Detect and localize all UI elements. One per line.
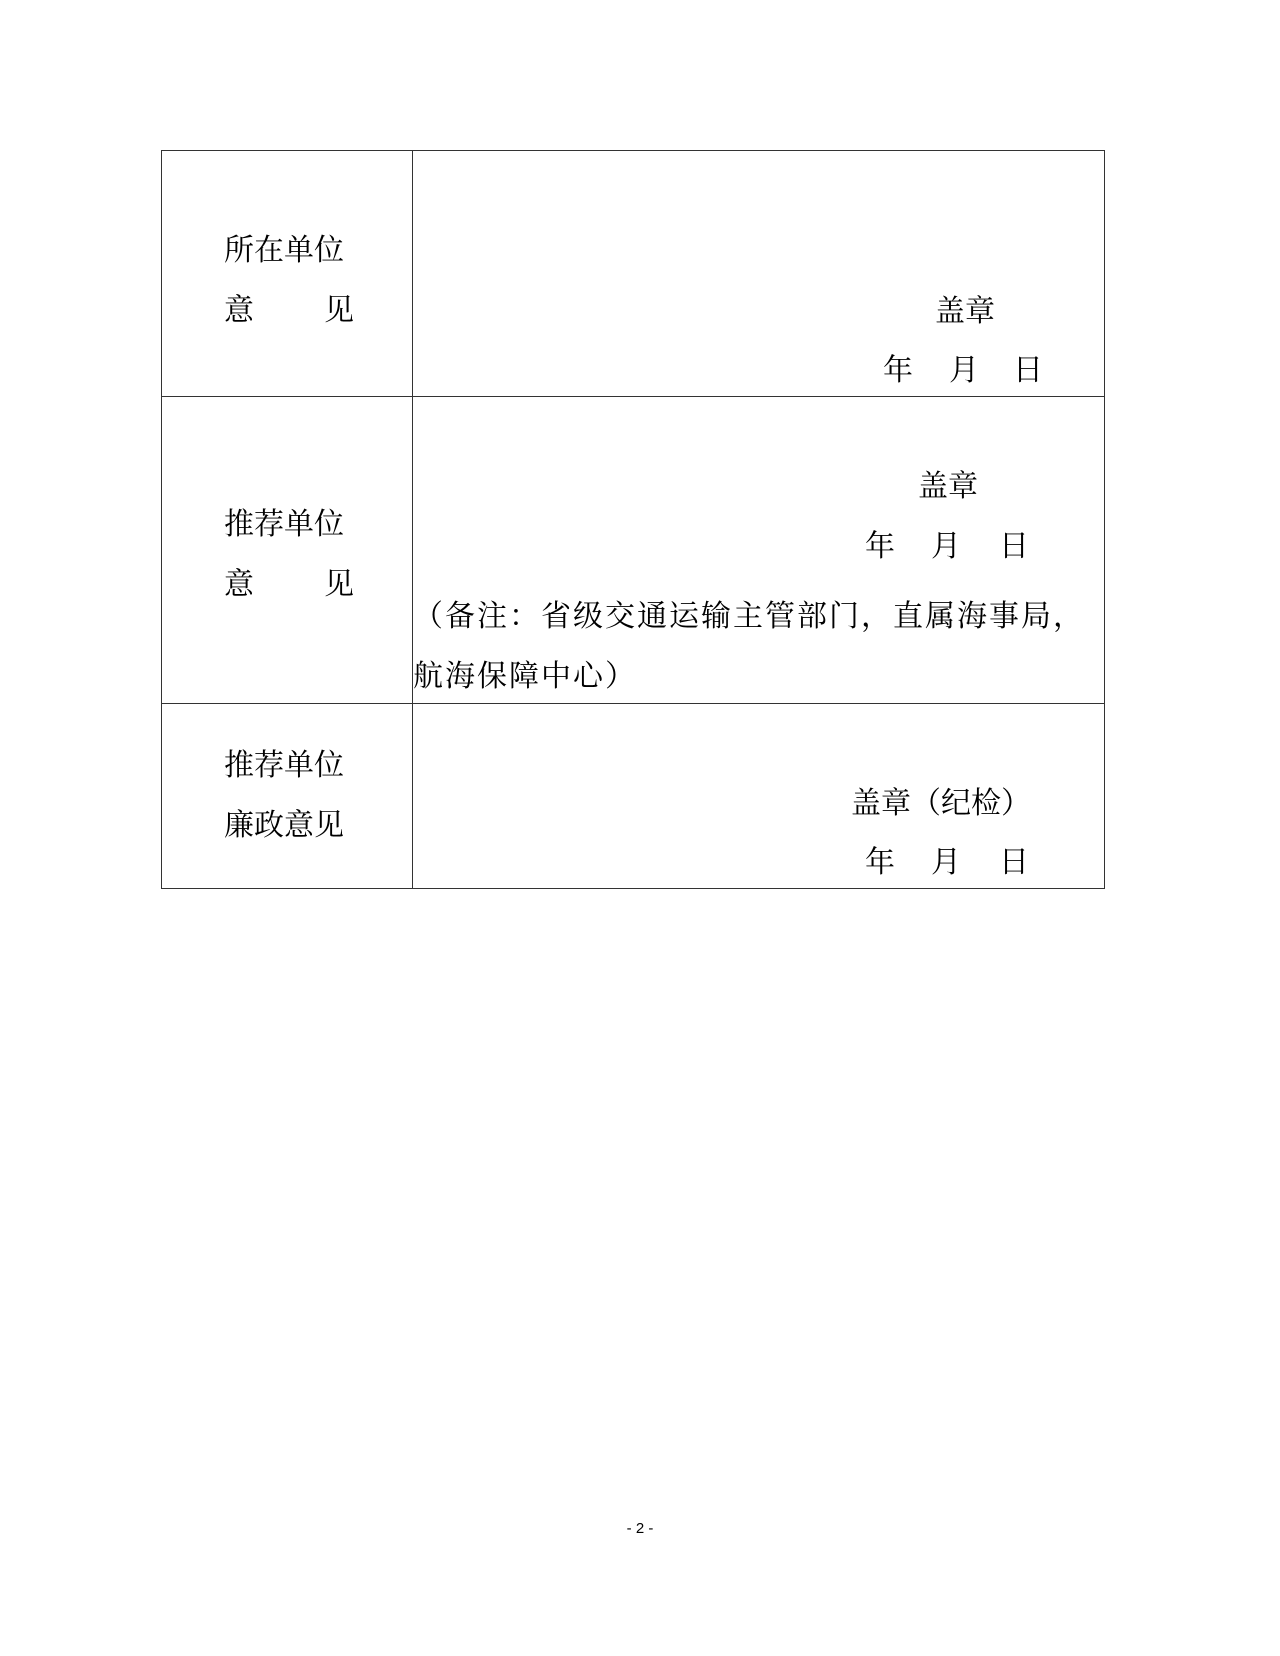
recommender-opinion-label-char1: 意: [224, 567, 254, 602]
unit-opinion-label-char2: 见: [324, 293, 354, 328]
unit-opinion-label-cell: [162, 151, 413, 397]
unit-opinion-date-day: 日: [1013, 353, 1043, 388]
integrity-opinion-label-cell: [162, 704, 413, 889]
unit-opinion-row: [162, 151, 1105, 397]
integrity-opinion-label-line1: 推荐单位: [224, 748, 344, 783]
recommender-opinion-date-year: 年: [865, 529, 895, 564]
integrity-opinion-row: [162, 704, 1105, 889]
unit-opinion-stamp: 盖章: [935, 294, 995, 329]
integrity-opinion-date: [865, 843, 1029, 883]
unit-opinion-content-cell[interactable]: [413, 151, 1105, 397]
integrity-opinion-stamp: 盖章（纪检）: [851, 786, 1031, 821]
recommender-opinion-label-line1: 推荐单位: [224, 507, 344, 542]
integrity-opinion-date-month: 月: [931, 845, 961, 880]
recommender-opinion-stamp: 盖章: [918, 469, 978, 504]
recommender-opinion-date-day: 日: [999, 529, 1029, 564]
integrity-opinion-date-day: 日: [999, 845, 1029, 880]
recommender-opinion-content-cell[interactable]: [413, 397, 1105, 704]
unit-opinion-label-char1: 意: [224, 293, 254, 328]
unit-opinion-date: [883, 351, 1043, 391]
unit-opinion-label-line1: 所在单位: [224, 233, 344, 268]
unit-opinion-date-year: 年: [883, 353, 913, 388]
recommender-note: （备注：省级交通运输主管部门，直属海事局，航海保障中心）: [413, 599, 1085, 694]
recommender-opinion-label-char2: 见: [324, 567, 354, 602]
integrity-opinion-date-year: 年: [865, 845, 895, 880]
page-number: - 2 -: [626, 1520, 654, 1537]
recommender-opinion-date: [865, 527, 1029, 567]
recommender-opinion-label-cell: [162, 397, 413, 704]
opinion-form-table: [161, 150, 1105, 889]
recommender-opinion-date-month: 月: [931, 529, 961, 564]
integrity-opinion-content-cell[interactable]: [413, 704, 1105, 889]
unit-opinion-date-month: 月: [949, 353, 979, 388]
integrity-opinion-label-line2: 廉政意见: [224, 808, 344, 843]
recommender-opinion-row: [162, 397, 1105, 704]
